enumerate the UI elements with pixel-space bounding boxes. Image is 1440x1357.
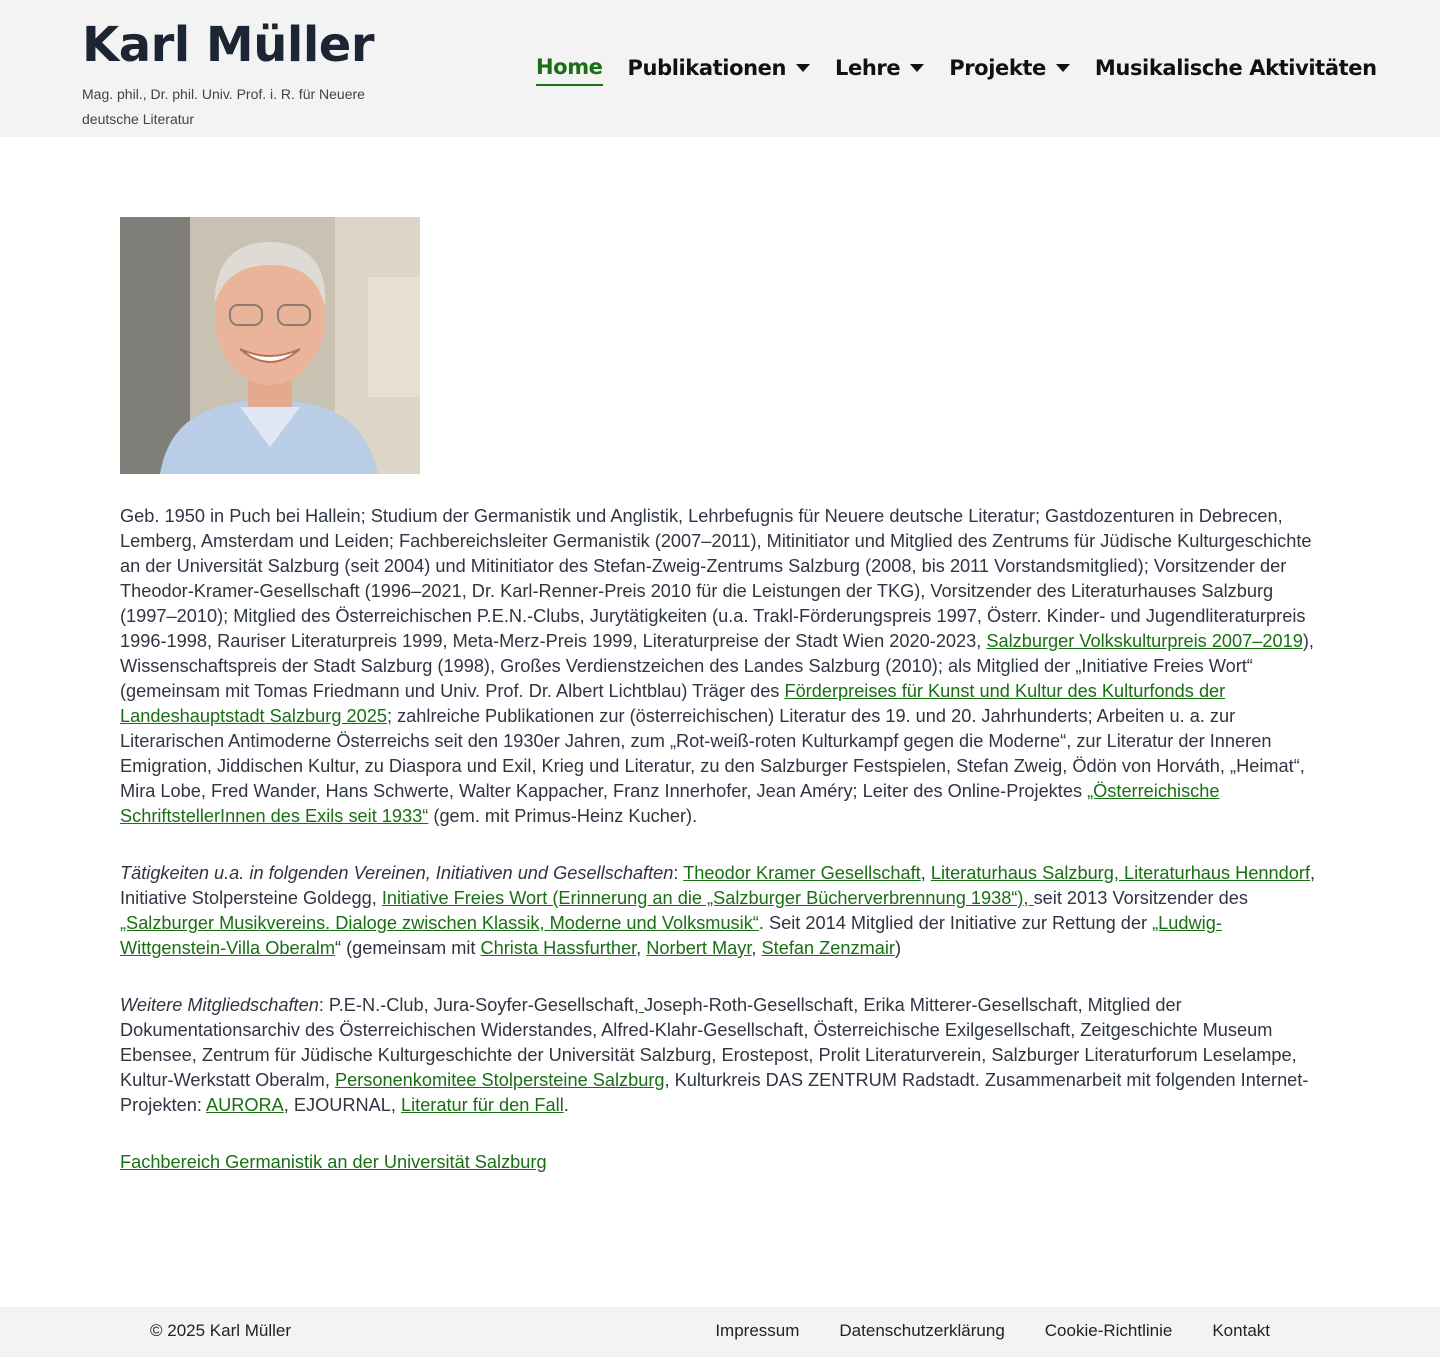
bio-paragraph: [120, 504, 1320, 829]
link-foerderpreis[interactable]: Förderpreises für Kunst und Kultur des Kulturfonds der Landeshauptstadt Salzburg 2025: [120, 681, 1226, 726]
text: Joseph-Roth-Gesellschaft, Erika Mitterer-Gesellschaft, Mitglied der Dokumentationsarchiv des Österreichischen Widerstandes, Alfred-Klahr-Gesellschaft, Österreichische Exilgesellschaft, Zeitgeschichte Museum Ebensee, Zentrum für Jüdische Kulturgeschichte der Universität Salzburg, Erostepost, Prolit Literaturverein, Salzburger Literaturforum Leselampe, Kultur-Werkstatt Oberalm,: [120, 995, 1297, 1090]
nav-lehre[interactable]: [835, 50, 924, 86]
link-christa-hassfurther[interactable]: Christa Hassfurther: [480, 938, 637, 958]
site-tagline: Mag. phil., Dr. phil. Univ. Prof. i. R. für Neuere deutsche Literatur: [82, 86, 365, 127]
nav-musikalische-aktivitaeten[interactable]: [1095, 50, 1377, 86]
bio-text: (gem. mit Primus-Heinz Kucher).: [428, 806, 698, 826]
footer-link-impressum[interactable]: Impressum: [715, 1321, 800, 1340]
caret-down-icon[interactable]: [910, 64, 924, 72]
link-wittgenstein-villa[interactable]: „Ludwig-Wittgenstein-Villa Oberalm: [120, 913, 1222, 958]
link-initiative-freies-wort[interactable]: Initiative Freies Wort (Erinnerung an die „Salzburger Bücherverbrennung 1938“),: [381, 888, 1034, 908]
activities-intro: Tätigkeiten u.a. in folgenden Vereinen, Initiativen und Gesellschaften: [120, 863, 674, 883]
text: ,: [636, 938, 647, 958]
text: . Seit 2014 Mitglied der Initiative zur Rettung der: [758, 913, 1153, 933]
site-header: [0, 0, 1440, 137]
text: :: [673, 863, 684, 883]
bio-text: ; zahlreiche Publikationen zur (österreichischen) Literatur des 19. und 20. Jahrhunderts; Arbeiten u. a. zur Literarischen Antimoderne Österreichs seit den 1930er Jahren, zum „Rot-weiß-roten Kulturkampf gegen die Moderne“, zur Literatur der Inneren Emigration, Jiddischen Kultur, zu Diaspora und Exil, Krieg und Literatur, zu den Salzburger Festspielen, Stefan Zweig, Ödön von Horváth, „Heimat“, Mira Lobe, Fred Wander, Hans Schwerte, Walter Kappacher, Franz Innerhofer, Jean Améry; Leiter des Online-Projektes: [120, 706, 1305, 801]
nav-home-label: Home: [536, 55, 603, 79]
text: .: [563, 1095, 569, 1115]
link-musikverein[interactable]: „Salzburger Musikvereins. Dialoge zwischen Klassik, Moderne und Volksmusik“: [120, 913, 759, 933]
link-literaturhaus-salzburg[interactable]: Literaturhaus Salzburg,: [930, 863, 1124, 883]
nav-projekte-label: Projekte: [949, 56, 1046, 80]
link-fachbereich-germanistik[interactable]: Fachbereich Germanistik an der Universität Salzburg: [120, 1152, 547, 1172]
caret-down-icon[interactable]: [1056, 64, 1070, 72]
nav-projekte[interactable]: [949, 50, 1070, 86]
text: ,: [751, 938, 762, 958]
footer-nav: [675, 1321, 1270, 1341]
text: , Kulturkreis DAS ZENTRUM Radstadt. Zusammenarbeit mit folgenden Internet-Projekten:: [120, 1070, 1309, 1115]
brand: [82, 14, 392, 132]
site-footer: [0, 1307, 1440, 1357]
nav-musik-label: Musikalische Aktivitäten: [1094, 56, 1377, 80]
link-stefan-zenzmair[interactable]: Stefan Zenzmair: [761, 938, 895, 958]
text: , Initiative Stolpersteine Goldegg,: [120, 863, 1316, 908]
main-content: [120, 217, 1320, 1175]
footer-link-kontakt[interactable]: Kontakt: [1212, 1321, 1270, 1340]
link-volkskulturpreis[interactable]: Salzburger Volkskulturpreis 2007–2019: [986, 631, 1303, 651]
bio-text: ), Wissenschaftspreis der Stadt Salzburg (1998), Großes Verdienstzeichen des Landes Salzburg (2010); als Mitglied der „Initiative Freies Wort“ (gemeinsam mit Tomas Friedmann und Univ. Prof. Dr. Albert Lichtblau) Träger des: [120, 631, 1314, 701]
footer-link-datenschutz[interactable]: Datenschutzerklärung: [839, 1321, 1005, 1340]
text: : P.E-N.-Club, Jura-Soyfer-Gesellschaft,: [318, 995, 639, 1015]
copyright: © 2025 Karl Müller: [150, 1321, 292, 1340]
link-exil-projekt[interactable]: „Österreichische SchriftstellerInnen des Exils seit 1933“: [120, 781, 1220, 826]
link-stolpersteine-salzburg[interactable]: Personenkomitee Stolpersteine Salzburg: [334, 1070, 665, 1090]
site-title[interactable]: Karl Müller: [82, 17, 374, 73]
portrait-photo: [120, 217, 420, 474]
memberships-paragraph: [120, 993, 1320, 1118]
text: , EJOURNAL,: [283, 1095, 401, 1115]
text: seit 2013 Vorsitzender des: [1033, 888, 1248, 908]
text: ,: [920, 863, 931, 883]
footer-link-cookie[interactable]: Cookie-Richtlinie: [1044, 1321, 1173, 1340]
caret-down-icon[interactable]: [796, 64, 810, 72]
link-theodor-kramer[interactable]: Theodor Kramer Gesellschaft: [683, 863, 921, 883]
activities-paragraph: [120, 861, 1320, 961]
nav-publikationen[interactable]: [628, 50, 811, 86]
link-literatur-fuer-den-fall[interactable]: Literatur für den Fall: [400, 1095, 564, 1115]
department-link-paragraph: [120, 1150, 1320, 1175]
portrait-illustration: [120, 217, 420, 474]
link-aurora[interactable]: AURORA: [205, 1095, 284, 1115]
text: “ (gemeinsam mit: [334, 938, 481, 958]
text: ): [894, 938, 902, 958]
memberships-intro: Weitere Mitgliedschaften: [120, 995, 319, 1015]
main-nav: [536, 50, 1377, 86]
nav-home[interactable]: [536, 50, 603, 86]
link-literaturhaus-henndorf[interactable]: Literaturhaus Henndorf: [1123, 863, 1310, 883]
nav-publikationen-label: Publikationen: [627, 56, 787, 80]
nav-lehre-label: Lehre: [835, 56, 901, 80]
bio-text: Geb. 1950 in Puch bei Hallein; Studium der Germanistik und Anglistik, Lehrbefugnis für Neuere deutsche Literatur; Gastdozenturen in Debrecen, Lemberg, Amsterdam und Leiden; Fachbereichsleiter Germanistik (2007–2011), Mitinitiator und Mitglied des Zentrums für Jüdische Kulturgeschichte an der Universität Salzburg (seit 2004) und Mitinitiator des Stefan-Zweig-Zentrums Salzburg (2008, bis 2011 Vorstandsmitglied); Vorsitzender der Theodor-Kramer-Gesellschaft (1996–2021, Dr. Karl-Renner-Preis 2010 für die Leistungen der TKG), Vorsitzender des Literaturhauses Salzburg (1997–2010); Mitglied des Österreichischen P.E.N.-Clubs, Jurytätigkeiten (u.a. Trakl-Förderungspreis 1997, Österr. Kinder- und Jugendliteraturpreis 1996-1998, Rauriser Literaturpreis 1999, Meta-Merz-Preis 1999, Literaturpreise der Stadt Wien 2020-2023,: [120, 506, 1312, 651]
link-norbert-mayr[interactable]: Norbert Mayr: [646, 938, 752, 958]
